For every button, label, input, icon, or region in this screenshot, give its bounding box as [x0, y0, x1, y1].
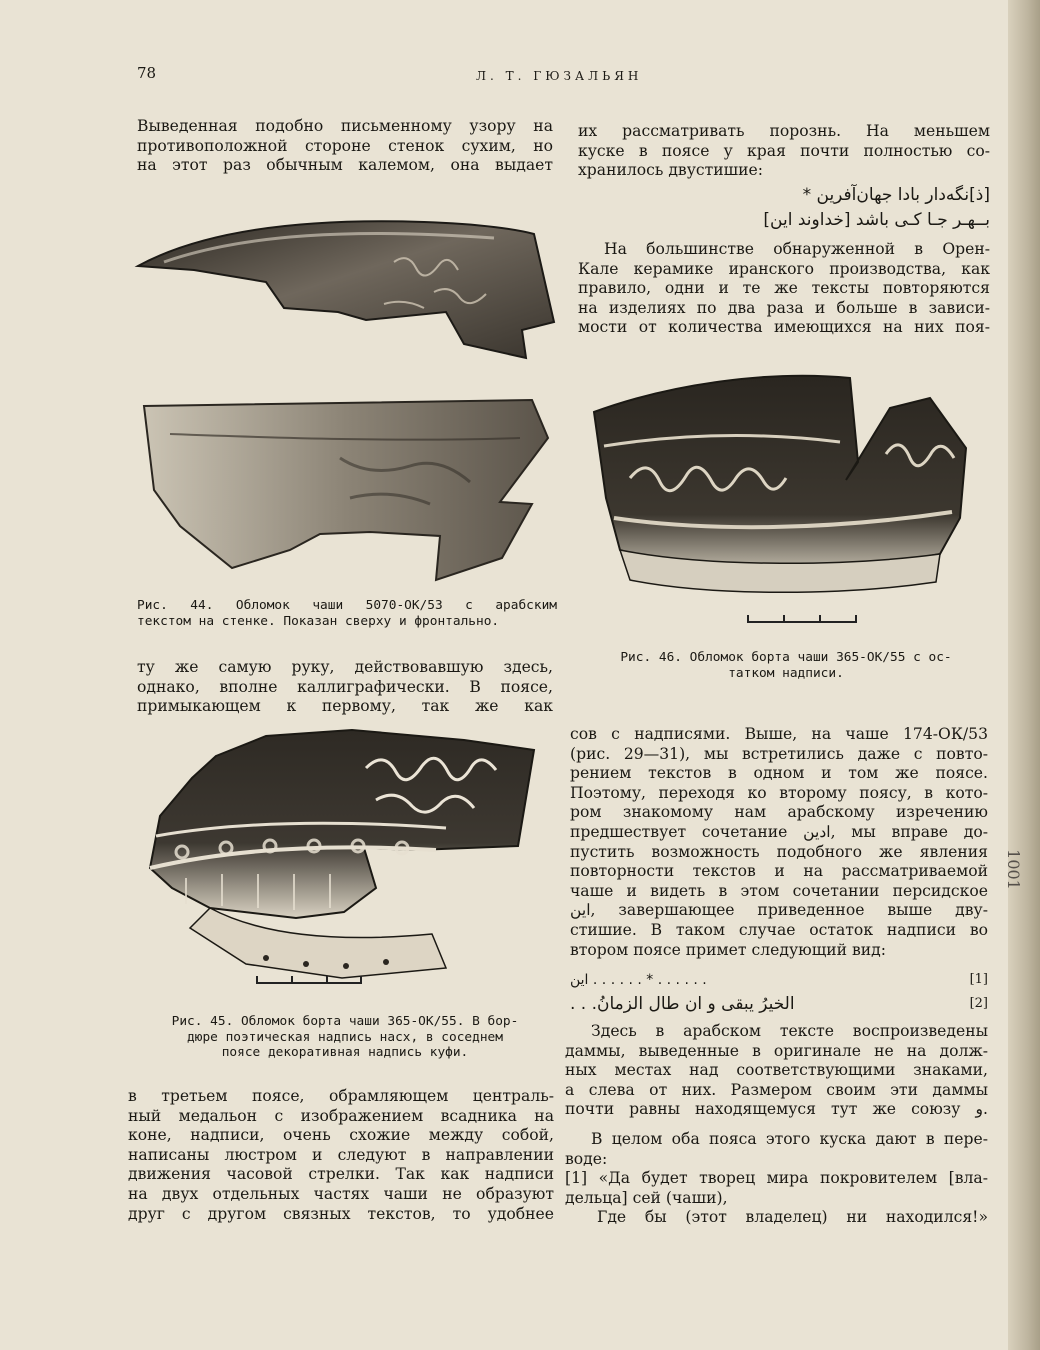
text-line: ных местах над соответствующими знаками, [565, 1061, 988, 1080]
right-paragraph-2 [578, 240, 990, 338]
text-line: мости от количества имеющихся на них поя- [578, 318, 990, 337]
text-line: примыкающем к первому, так же как [137, 697, 553, 716]
figure-44-shard-front-view [140, 398, 550, 588]
text-line: Выведенная подобно письменному узору на [137, 117, 553, 135]
text-line: рением текстов в одном и том же поясе. [570, 764, 988, 783]
caption-line: татком надписи. [728, 665, 844, 681]
text-line: чаше и видеть в этом сочетании персидское [570, 881, 988, 900]
text-line: Где бы (этот владелец) ни находился!» [597, 1208, 988, 1227]
text-line: Кале керамике иранского производства, как [578, 259, 990, 278]
persian-verse-line-1: [ذ]نگه‌دار بادا جهان‌آفرین * [802, 185, 990, 205]
text-line: друг с другом связных текстов, то удобнее [128, 1204, 554, 1223]
right-paragraph-4 [565, 1022, 988, 1120]
caption-line: Рис. 44. Обломок чаши 5070-ОК/53 с арабским [137, 598, 557, 613]
caption-line: Рис. 46. Обломок борта чаши 365-ОК/55 с ос- [620, 650, 952, 665]
text-line: сов с надписями. Выше, на чаше 174-ОК/53 [570, 725, 988, 743]
text-line: противоположной стороне стенок сухим, но [137, 136, 553, 155]
text-line: стишие. В таком случае остаток надписи во [570, 920, 988, 939]
caption-line: дюре поэтическая надпись насх, в соседнем [187, 1029, 503, 1045]
text-line: втором поясе примет следующий вид: [570, 940, 886, 959]
text-line: В целом оба пояса этого куска дают в пере- [591, 1130, 988, 1148]
reading-1 [570, 972, 988, 994]
persian-verse-line-2: بــهـر جـا کـی باشد [خداوند این] [763, 210, 990, 230]
text-line: повторности текстов и на рассматриваемой [570, 862, 988, 881]
text-line: Поэтому, переходя ко второму поясу, в кото- [570, 783, 988, 802]
left-middle-text [137, 658, 553, 717]
spine-mark: 1001 [1004, 849, 1024, 890]
text-line: пустить возможность подобного же явления [570, 842, 988, 861]
text-line: хранилось двустишие: [578, 161, 764, 180]
text-line: این, завершающее приведенное выше дву- [570, 901, 988, 920]
right-paragraph-5 [565, 1130, 988, 1228]
left-top-text [137, 117, 553, 176]
figure-45-shard [146, 728, 542, 988]
text-line: дельца] сей (чаши), [565, 1188, 728, 1207]
text-line: На большинстве обнаруженной в Орен- [604, 240, 990, 258]
figure-46-caption [588, 650, 984, 681]
text-line: их рассматривать порознь. На меньшем [578, 122, 990, 140]
page-number: 78 [137, 64, 157, 82]
right-top-text [578, 122, 990, 181]
figure-45-caption [145, 1014, 545, 1061]
reading-2-text: الخيرُ يبقى و ان طال الزمانُ. . . [570, 994, 795, 1014]
left-bottom-text [128, 1087, 554, 1224]
figure-46-shard [590, 368, 980, 600]
running-head: Л. Т. ГЮЗАЛЬЯН [476, 69, 643, 83]
text-line: [1] «Да будет творец мира покровителем [вла- [565, 1169, 988, 1188]
text-line: правило, одни и те же тексты повторяются [578, 279, 990, 298]
figure-46-scale-bar [747, 615, 857, 623]
reading-2 [570, 994, 988, 1020]
reading-1-number: [1] [969, 972, 988, 987]
text-line: движения часовой стрелки. Так как надписи [128, 1165, 554, 1184]
text-line: даммы, выведенные в оригинале не на долж- [565, 1041, 988, 1060]
text-line: воде: [565, 1149, 608, 1168]
text-line: ный медальон с изображением всадника на [128, 1106, 554, 1125]
caption-line: Рис. 45. Обломок борта чаши 365-ОК/55. В бор- [171, 1014, 519, 1029]
text-line: предшествует сочетание ادين, мы вправе до- [570, 822, 988, 841]
text-line: (рис. 29—31), мы встретились даже с повто- [570, 744, 988, 763]
text-line: написаны люстром и следуют в направлении [128, 1145, 554, 1164]
text-line: куске в поясе у края почти полностью со- [578, 141, 990, 160]
text-line: почти равны находящемуся тут же союзу و. [565, 1100, 988, 1119]
caption-line: поясе декоративная надпись куфи. [221, 1045, 469, 1060]
caption-line: текстом на стенке. Показан сверху и фронтально. [137, 613, 500, 629]
text-line: коне, надписи, очень схожие между собой, [128, 1126, 554, 1145]
reading-2-number: [2] [969, 996, 988, 1011]
figure-45-scale-bar [256, 976, 362, 984]
reading-1-text: این . . . . . . * . . . . . . [570, 972, 707, 988]
text-line: Здесь в арабском тексте воспроизведены [591, 1022, 988, 1040]
text-line: на изделиях по два раза и больше в зависи- [578, 298, 990, 317]
text-line: в третьем поясе, обрамляющем централь- [128, 1087, 554, 1105]
figure-44-shard-top-view [134, 212, 564, 362]
right-paragraph-3 [570, 725, 988, 960]
text-line: на этот раз обычным калемом, она выдает [137, 156, 553, 175]
text-line: ром знакомому нам арабскому изречению [570, 803, 988, 822]
book-spine [1004, 0, 1040, 1350]
figure-44-caption [137, 598, 557, 629]
text-line: ту же самую руку, действовавшую здесь, [137, 658, 553, 676]
text-line: а слева от них. Размером своим эти даммы [565, 1080, 988, 1099]
text-line: на двух отдельных частях чаши не образуют [128, 1184, 554, 1203]
text-line: однако, вполне каллиграфически. В поясе, [137, 677, 553, 696]
